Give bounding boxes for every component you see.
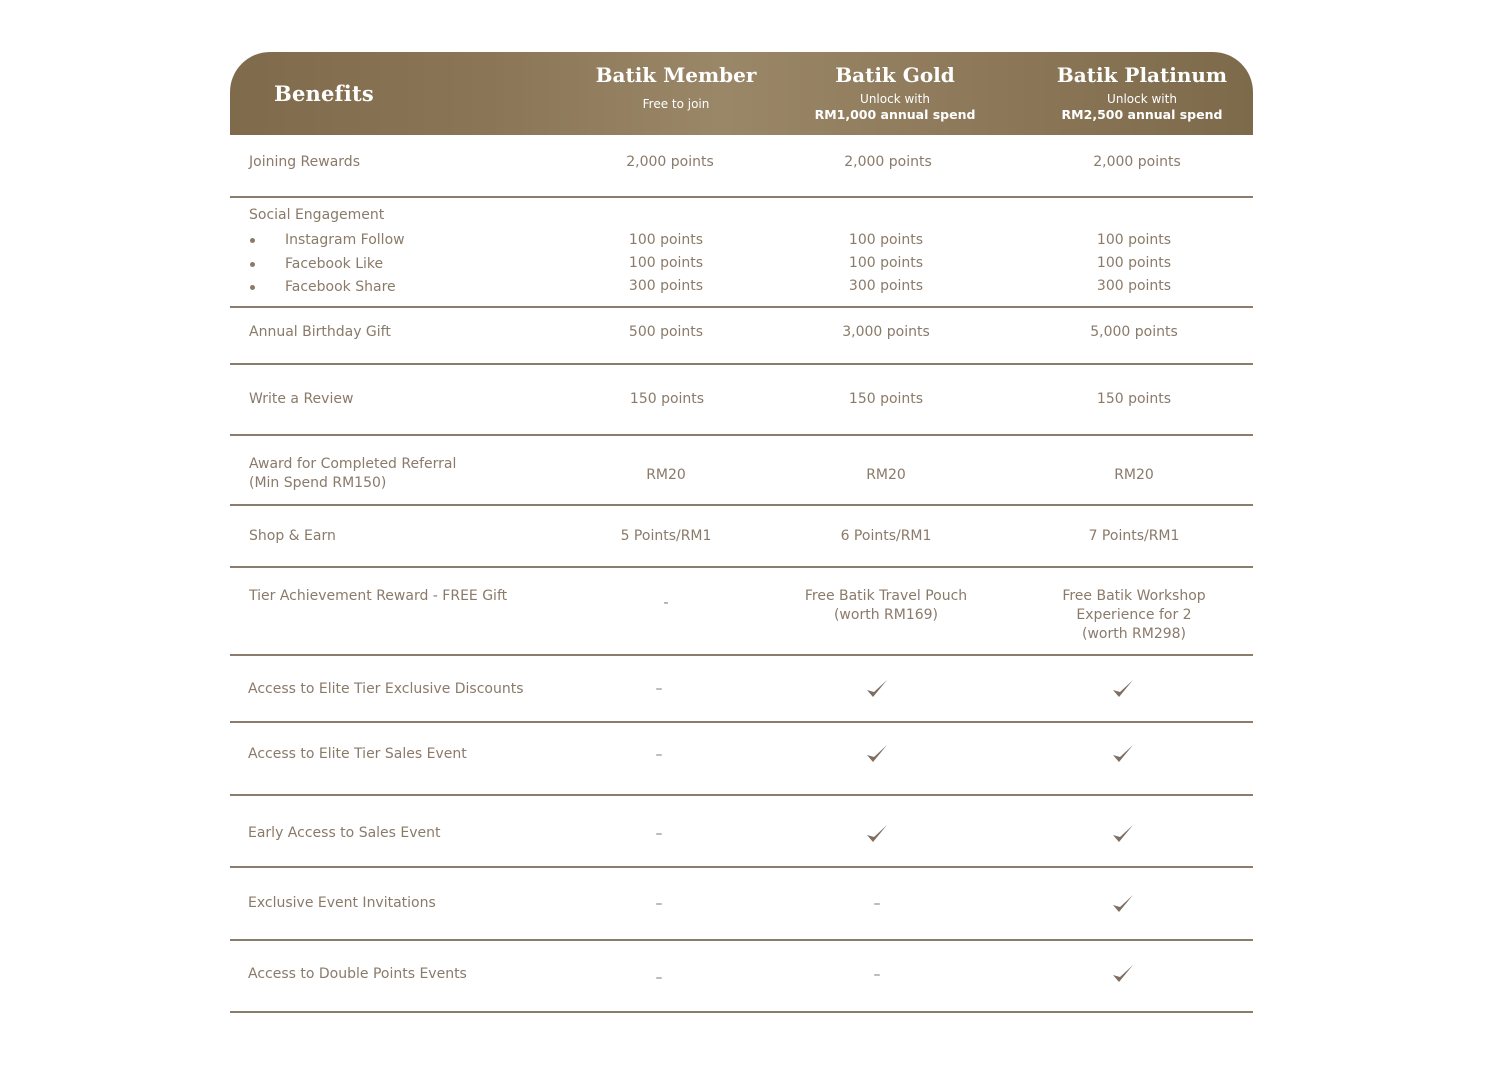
- member-value: 100 points 100 points 300 points: [628, 232, 704, 294]
- benefits-column-heading: Benefits: [274, 81, 374, 106]
- table-row-joining-rewards: [230, 135, 1253, 198]
- tier-subtitle: [815, 91, 976, 123]
- gold-value-dash: –: [873, 896, 881, 912]
- benefit-label: Shop & Earn: [249, 528, 336, 544]
- table-row-double-points: [230, 941, 1253, 1013]
- list-item: Facebook Like: [249, 253, 405, 277]
- platinum-value: Free Batik Workshop Experience for 2 (worth RM298): [1062, 588, 1206, 642]
- gold-value: RM20: [866, 467, 906, 483]
- check-icon: [865, 678, 889, 700]
- gold-value: 150 points: [848, 391, 924, 407]
- member-value-dash: –: [655, 896, 663, 912]
- bullet-icon: [250, 262, 255, 267]
- table-row-shop-earn: [230, 506, 1253, 568]
- gold-value: Free Batik Travel Pouch (worth RM169): [804, 588, 968, 623]
- check-icon: [865, 823, 889, 845]
- list-item: Facebook Share: [249, 276, 405, 300]
- member-value-dash: –: [655, 681, 663, 697]
- check-icon: [865, 743, 889, 765]
- platinum-value: 2,000 points: [1093, 154, 1181, 170]
- tier-header-platinum: [1057, 63, 1227, 123]
- table-header: [230, 52, 1253, 135]
- member-value: 2,000 points: [626, 154, 714, 170]
- tier-header-gold: [815, 63, 976, 123]
- benefit-label: Joining Rewards: [249, 154, 360, 170]
- tier-name: Batik Gold: [835, 63, 955, 87]
- table-row-exclusive-invitations: [230, 868, 1253, 941]
- benefit-label-text: Social Engagement: [249, 207, 385, 223]
- gold-value: 3,000 points: [842, 324, 930, 340]
- tier-benefits-table: [230, 52, 1253, 1013]
- table-row-write-review: [230, 365, 1253, 436]
- bullet-icon: [250, 238, 255, 243]
- table-row-social-engagement: [230, 198, 1253, 308]
- check-icon: [1111, 743, 1135, 765]
- benefit-label: Write a Review: [249, 391, 354, 407]
- benefit-label: Access to Double Points Events: [248, 966, 467, 982]
- gold-value: 2,000 points: [844, 154, 932, 170]
- tier-name: Batik Platinum: [1056, 63, 1228, 87]
- bullet-icon: [250, 285, 255, 290]
- tier-subtitle-text: Unlock with: [1107, 92, 1177, 106]
- check-icon: [1111, 963, 1135, 985]
- benefit-label: Award for Completed Referral (Min Spend RM150): [249, 456, 457, 491]
- benefit-label: Access to Elite Tier Exclusive Discounts: [248, 681, 524, 697]
- platinum-value: 7 Points/RM1: [1088, 528, 1180, 544]
- benefit-label: Annual Birthday Gift: [249, 324, 391, 340]
- member-value-dash: –: [655, 826, 663, 842]
- tier-subtitle: [1057, 91, 1227, 123]
- member-value-dash: –: [655, 747, 663, 763]
- platinum-value: RM20: [1114, 467, 1154, 483]
- table-row-tier-achievement: [230, 568, 1253, 656]
- check-icon: [1111, 893, 1135, 915]
- check-icon: [1111, 823, 1135, 845]
- benefit-label: [249, 206, 405, 300]
- member-value-dash: -: [663, 595, 669, 611]
- tier-subtitle: Free to join: [642, 97, 710, 111]
- tier-unlock-requirement: RM1,000 annual spend: [814, 107, 976, 122]
- gold-value: 100 points 100 points 300 points: [848, 232, 924, 294]
- table-row-birthday-gift: [230, 308, 1253, 365]
- tier-header-member: [596, 63, 757, 112]
- tier-unlock-requirement: RM2,500 annual spend: [1061, 107, 1223, 122]
- member-value: 500 points: [628, 324, 704, 340]
- gold-value: 6 Points/RM1: [840, 528, 932, 544]
- benefit-label: Access to Elite Tier Sales Event: [248, 746, 467, 762]
- tier-subtitle-text: Unlock with: [860, 92, 930, 106]
- gold-value-dash: –: [873, 967, 881, 983]
- table-row-early-access: [230, 796, 1253, 868]
- platinum-value: 150 points: [1096, 391, 1172, 407]
- table-row-elite-discounts: [230, 656, 1253, 723]
- benefit-label: Early Access to Sales Event: [248, 825, 441, 841]
- benefit-label: Exclusive Event Invitations: [248, 895, 436, 911]
- benefit-label: Tier Achievement Reward - FREE Gift: [249, 588, 508, 604]
- table-row-referral-award: [230, 436, 1253, 506]
- member-value-dash: –: [655, 970, 663, 986]
- tier-name: Batik Member: [595, 63, 757, 87]
- platinum-value: 5,000 points: [1090, 324, 1178, 340]
- platinum-value: 100 points 100 points 300 points: [1096, 232, 1172, 294]
- member-value: 5 Points/RM1: [620, 528, 712, 544]
- list-item: Instagram Follow: [249, 229, 405, 253]
- check-icon: [1111, 678, 1135, 700]
- member-value: 150 points: [629, 391, 705, 407]
- member-value: RM20: [646, 467, 686, 483]
- social-actions-list: [249, 229, 405, 300]
- table-row-elite-sales-event: [230, 723, 1253, 796]
